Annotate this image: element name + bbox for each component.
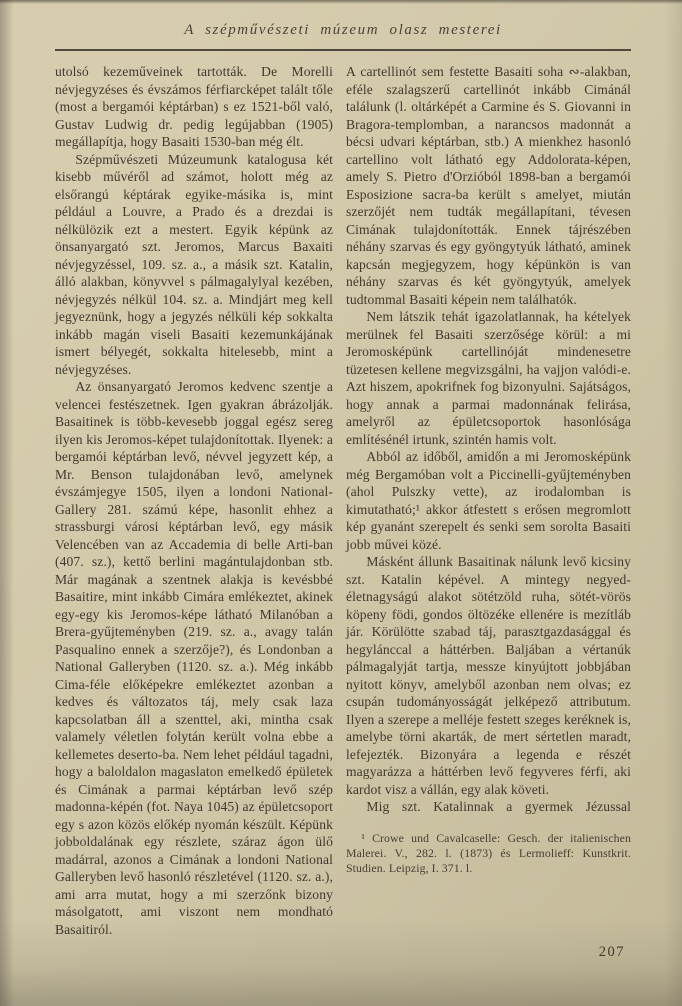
paragraph: Az önsanyargató Jeromos kedvenc szentje a velencei festészetnek. Igen gyakran ábrázolják. Basaitinek is több-kevesebb joggal egész sereg ilyen kis Jeromos-képet tulajdonítottak. Ilyenek: a bergamói képtárban levő, névvel jegyzett kép, a Mr. Benson tulajdonában levő, amelynek évszámjegye 1505, ilyen a londoni National-Gallery 281. számú képe, hasonlit ehhez a strassburgi városi képtárban levő, egy másik Velencében van az Accademia di belle Arti-ban (407. sz.), kettő berlini magántulajdonban stb. Már magának a szentnek alakja is kevésbbé Basaitire, mint inkább Cimára emlékeztet, akinek egy-egy kis Jeromos-képe látható Milanóban a Brera-gyűjteményben (219. sz. a., avagy talán Pasqualino ennek a szerzője?), és Londonban a National Galleryben (1120. sz. a.). Még inkább Cima-féle előképekre emlékeztet azonban a kedves és változatos táj, mely csak laza kapcsolatban áll a szenttel, aki, mintha csak valamely véletlen folytán került volna ebbe a kellemetes deserto-ba. Nem lehet például tagadni, hogy a baloldalon magaslaton emelkedő épületek és Cimának a parmai képtárban levő szép madonna-képén (fot. Naya 1045) az épületcsoport egy s azon közös előkép nyomán készült. Képünk jobboldalának egy részlete, száraz ágon ülő madárral, azonos a Cimának a londoni National Galleryben levő hasonló részletével (1120. sz. a.), ami arra mutat, hogy a mi szerzőnk bizony másolgatott, ami viszont nem mondható Basaitiról. — [55, 379, 333, 937]
paragraph: Másként állunk Basaitinak nálunk levő kicsiny szt. Katalin képével. A mintegy negyed-életnagyságú alakot sötétzöld ruha, sötét-vörös köpeny födi, gondos öltözéke ellenére is mezítláb jár. Körülötte szabad táj, parasztgazdasággal és hegylánccal a háttérben. Baljában a vértanúk pálmagalyját tartja, messze kinyújtott jobbjában nyitott könyv, amelyből azonban nem olvas; ez csupán tudományosságát jelképező attributum. Ilyen a szerepe a melléje festett szeges keréknek is, amelybe törni akarták, de mert sértetlen maradt, lefejezték. Bizonyára a legenda e részét magyarázza a háttérben levő fegyveres férfi, aki kardot visz a vállán, egy alak követi. — [346, 554, 631, 797]
page-header-title: A szépművészeti múzeum olasz mesterei — [184, 22, 502, 38]
paragraph: Nem látszik tehát igazolatlannak, ha kételyek merülnek fel Basaiti szerzősége körül: a mi Jeromosképünk cartellinóját mindenesetre tüzetesen kellene megvizsgálni, ha vajjon valódi-e. Azt hiszem, apokrifnek fog bizonyulni. Sajátságos, hogy annak a parmai madonnának felirása, amelyről az épületcsoportok hasonlósága említésénél irtunk, szintén hamis volt. — [346, 309, 631, 447]
paragraph: Mig szt. Katalinnak a gyermek Jézussal — [366, 799, 631, 814]
header-rule — [55, 49, 631, 51]
text-columns — [55, 63, 631, 938]
running-header — [55, 22, 631, 51]
paragraph: Szépművészeti Múzeumunk katalogusa két kisebb művéről ad számot, holott még az elsőrangú képtárak egyike-másika is, mint például a Louvre, a Prado és a drezdai is nélkülözik ezt a mestert. Egyik képünk az önsanyargató szt. Jeromos, Marcus Baxaiti névjegyzéssel, 109. sz. a., a másik szt. Katalin, álló alakban, könyvvel s pálmagalylyal kezében, névjegyzés nélkül 104. sz. a. Mindjárt meg kell jegyeznünk, hogy a jegyzés nélküli kép sokkalta inkább magán viseli Basaiti kezemunkájának ismert bélyegét, sokkalta hitelesebb, mint a névjegyzéses. — [55, 151, 333, 377]
page-number: 207 — [598, 944, 625, 960]
paragraph: A cartellinót sem festette Basaiti soha ∾-alakban, eféle szalagszerű cartellinót inkább Cimánál találunk (l. oltárképét a Carmine és S. Giovanni in Bragora-templomban, a narancsos madonnát a bécsi udvari képtárban, stb.) A mienkhez hasonló cartellino volt látható egy Addolorata-képen, amely S. Pietro d'Orzióból 1898-ban a bergamói Esposizione sacra-ba került s amelyet, miután szerzőjét nem tudták megállapítani, tévesen Cimának tulajdonították. Ennek tájrészében néhány szarvas és egy gyöngytyúk látható, aminek kapcsán megjegyzem, hogy képünkön is van néhány szarvas és két gyöngytyúk, amelyek tudtommal Basaiti képein nem találhatók. — [346, 64, 631, 307]
page-content — [55, 22, 631, 938]
footnote: ¹ Crowe und Cavalcaselle: Gesch. der italienischen Malerei. V., 282. l. (1873) és Lermolieff: Kunstkrit. Studien. Leipzig, I. 371. l. — [346, 830, 631, 875]
left-column — [55, 63, 333, 938]
paragraph: Abból az időből, amidőn a mi Jeromosképünk még Bergamóban volt a Piccinelli-gyűjteményben (ahol Pulszky vette), az irodalomban is kimutatható;¹ akkor átfestett s erősen megromlott kép gyanánt szerepelt és senki sem sorolta Basaiti jobb művei közé. — [346, 449, 631, 552]
paragraph: utolsó kezeműveinek tartották. De Morelli névjegyzéses és évszámos férfiarcképet talált tőle (most a bergamói képtárban) s ez 1521-ből való, Gustav Ludwig dr. pedig legújabban (1905) megállapítja, hogy Basaiti 1530-ban még élt. — [55, 64, 333, 149]
right-column — [346, 63, 631, 938]
